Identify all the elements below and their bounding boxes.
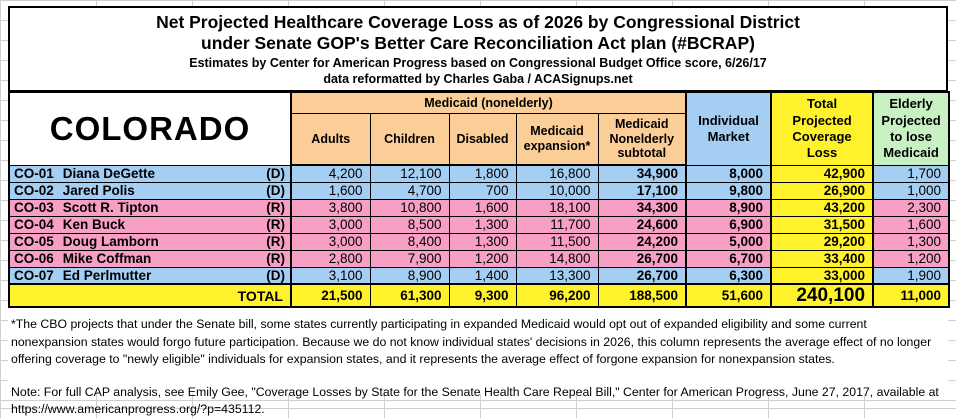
total-elderly-medicaid: 11,000: [873, 284, 949, 307]
cell-adults: 1,600: [291, 182, 370, 199]
cbo-footnote: *The CBO projects that under the Senate bill, some states currently participating in expanded Medicaid would opt out of expanded eligibility and some current nonexpansion states would forgo future participation. Because we do not know individual states' decisions in 2026, this column represents the average effect of no longer offering coverage to "newly eligible" individuals for expansion states, and it represents the average effect of forgone expansion for nonexpansion states.: [11, 317, 932, 367]
medicaid-group-header: Medicaid (nonelderly): [291, 92, 686, 113]
cell-individual-market: 8,000: [686, 165, 771, 182]
cell-medicaid-subtotal: 17,100: [598, 182, 686, 199]
column-header-individual-market: Individual Market: [686, 92, 771, 165]
cell-adults: 3,800: [291, 199, 370, 216]
cell-total-coverage-loss: 29,200: [771, 233, 873, 250]
party-label: (R): [266, 217, 285, 233]
district-label: CO-04: [14, 217, 54, 233]
total-label: TOTAL: [9, 284, 291, 307]
cap-source-note: Note: For full CAP analysis, see Emily Gee, "Coverage Losses by State for the Senate Health Care Repeal Bill," Center for American Progress, June 27, 2017, available at https://www.americanprogress.org/?p=435112.: [11, 384, 939, 416]
cell-individual-market: 9,800: [686, 182, 771, 199]
district-label: CO-02: [14, 183, 54, 199]
column-header-children: Children: [370, 113, 449, 165]
cell-disabled: 1,300: [449, 233, 516, 250]
cell-medicaid-subtotal: 24,200: [598, 233, 686, 250]
column-header-disabled: Disabled: [449, 113, 516, 165]
cell-disabled: 1,800: [449, 165, 516, 182]
table-row: [9, 250, 949, 267]
cell-total-coverage-loss: 43,200: [771, 199, 873, 216]
title-line-2: under Senate GOP's Better Care Reconciliation Act plan (#BCRAP): [201, 33, 755, 54]
cell-elderly-medicaid: 1,000: [873, 182, 949, 199]
subtitle-line-2: data reformatted by Charles Gaba / ACASignups.net: [323, 71, 633, 86]
state-name-header: COLORADO: [9, 92, 291, 165]
cell-total-coverage-loss: 33,000: [771, 267, 873, 284]
total-row: [9, 284, 949, 307]
table-row: [9, 267, 949, 284]
column-header-medicaid-expansion: Medicaid expansion*: [516, 113, 598, 165]
party-label: (R): [266, 234, 285, 250]
district-cell: [9, 250, 291, 267]
cell-medicaid-expansion: 14,800: [516, 250, 598, 267]
table-row: [9, 233, 949, 250]
cell-adults: 4,200: [291, 165, 370, 182]
district-label: CO-06: [14, 251, 54, 267]
total-children: 61,300: [370, 284, 449, 307]
table-row: [9, 182, 949, 199]
district-cell: [9, 199, 291, 216]
district-cell: [9, 182, 291, 199]
column-header-medicaid-subtotal: Medicaid Nonelderly subtotal: [598, 113, 686, 165]
grand-total-coverage-loss: 240,100: [771, 284, 873, 307]
cell-total-coverage-loss: 31,500: [771, 216, 873, 233]
cell-disabled: 700: [449, 182, 516, 199]
cell-medicaid-expansion: 16,800: [516, 165, 598, 182]
cell-disabled: 1,200: [449, 250, 516, 267]
party-label: (D): [266, 267, 285, 283]
representative-name: Diana DeGette: [62, 166, 156, 182]
subtitle-line-1: Estimates by Center for American Progress based on Congressional Budget Office score, 6/26/17: [189, 55, 767, 70]
district-cell: [9, 233, 291, 250]
district-label: CO-07: [14, 267, 54, 283]
cell-individual-market: 6,700: [686, 250, 771, 267]
party-label: (D): [266, 166, 285, 182]
district-cell: [9, 267, 291, 284]
cell-adults: 3,100: [291, 267, 370, 284]
cell-total-coverage-loss: 42,900: [771, 165, 873, 182]
representative-name: Doug Lamborn: [62, 234, 159, 250]
cell-medicaid-subtotal: 34,300: [598, 199, 686, 216]
representative-name: Jared Polis: [62, 183, 135, 199]
cell-children: 8,500: [370, 216, 449, 233]
table-row: [9, 199, 949, 216]
cell-medicaid-expansion: 11,500: [516, 233, 598, 250]
notes-section: [8, 308, 948, 416]
cell-individual-market: 6,300: [686, 267, 771, 284]
title-block: [8, 6, 948, 91]
table-row: [9, 165, 949, 182]
cell-adults: 2,800: [291, 250, 370, 267]
cell-elderly-medicaid: 1,300: [873, 233, 949, 250]
table-row: [9, 216, 949, 233]
cell-individual-market: 6,900: [686, 216, 771, 233]
coverage-loss-table: [8, 91, 950, 308]
coverage-loss-table-artifact: [8, 6, 948, 416]
cell-children: 8,900: [370, 267, 449, 284]
cell-medicaid-expansion: 13,300: [516, 267, 598, 284]
title-line-1: Net Projected Healthcare Coverage Loss as of 2026 by Congressional District: [156, 12, 800, 32]
table-body: [9, 165, 949, 307]
party-label: (R): [266, 251, 285, 267]
cell-children: 4,700: [370, 182, 449, 199]
district-label: CO-03: [14, 200, 54, 216]
cell-medicaid-expansion: 11,700: [516, 216, 598, 233]
representative-name: Scott R. Tipton: [62, 200, 159, 216]
district-label: CO-05: [14, 234, 54, 250]
cell-elderly-medicaid: 1,200: [873, 250, 949, 267]
cell-children: 8,400: [370, 233, 449, 250]
representative-name: Ken Buck: [62, 217, 126, 233]
total-medicaid-subtotal: 188,500: [598, 284, 686, 307]
column-header-adults: Adults: [291, 113, 370, 165]
cell-medicaid-subtotal: 24,600: [598, 216, 686, 233]
cell-elderly-medicaid: 2,300: [873, 199, 949, 216]
cell-disabled: 1,400: [449, 267, 516, 284]
cell-total-coverage-loss: 26,900: [771, 182, 873, 199]
cell-adults: 3,000: [291, 216, 370, 233]
party-label: (D): [266, 183, 285, 199]
cell-adults: 3,000: [291, 233, 370, 250]
cell-medicaid-subtotal: 26,700: [598, 267, 686, 284]
total-medicaid-expansion: 96,200: [516, 284, 598, 307]
district-cell: [9, 165, 291, 182]
party-label: (R): [266, 200, 285, 216]
cell-individual-market: 8,900: [686, 199, 771, 216]
table-header: [9, 92, 949, 165]
total-disabled: 9,300: [449, 284, 516, 307]
representative-name: Mike Coffman: [62, 251, 152, 267]
cell-elderly-medicaid: 1,600: [873, 216, 949, 233]
cell-children: 7,900: [370, 250, 449, 267]
cell-total-coverage-loss: 33,400: [771, 250, 873, 267]
cell-medicaid-subtotal: 26,700: [598, 250, 686, 267]
district-label: CO-01: [14, 166, 54, 182]
cell-medicaid-expansion: 10,000: [516, 182, 598, 199]
cell-elderly-medicaid: 1,900: [873, 267, 949, 284]
cell-disabled: 1,600: [449, 199, 516, 216]
column-header-total-projected-loss: Total Projected Coverage Loss: [771, 92, 873, 165]
column-header-elderly-medicaid: Elderly Projected to lose Medicaid: [873, 92, 949, 165]
total-individual-market: 51,600: [686, 284, 771, 307]
district-cell: [9, 216, 291, 233]
total-adults: 21,500: [291, 284, 370, 307]
cell-medicaid-subtotal: 34,900: [598, 165, 686, 182]
cell-medicaid-expansion: 18,100: [516, 199, 598, 216]
cell-disabled: 1,300: [449, 216, 516, 233]
cell-children: 10,800: [370, 199, 449, 216]
cell-individual-market: 5,000: [686, 233, 771, 250]
cell-elderly-medicaid: 1,700: [873, 165, 949, 182]
representative-name: Ed Perlmutter: [62, 267, 152, 283]
cell-children: 12,100: [370, 165, 449, 182]
